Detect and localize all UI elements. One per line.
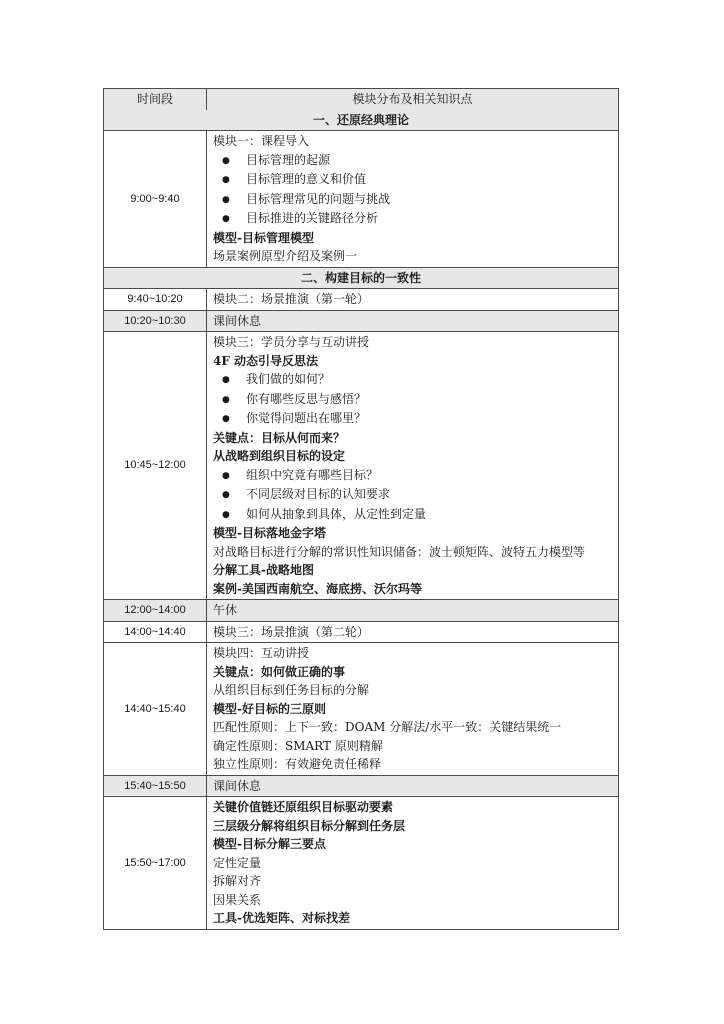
content-cell <box>207 643 618 775</box>
bullet-line: ● 不同层级对目标的认知要求 <box>213 485 612 505</box>
bullet-line: ● 目标管理常见的问题与挑战 <box>213 190 612 210</box>
agenda-line: 场景案例原型介绍及案例一 <box>213 249 358 263</box>
content-cell <box>207 622 618 643</box>
agenda-line: 因果关系 <box>213 892 262 907</box>
content-cell <box>207 131 618 267</box>
bullet-line: ● 你觉得问题出在哪里？ <box>213 409 612 429</box>
bullet-line: ● 如何从抽象到具体，从定性到定量 <box>213 505 612 525</box>
agenda-line: 定性定量 <box>213 855 262 870</box>
time-cell: 10:45~12:00 <box>104 332 207 599</box>
schedule-row <box>104 621 618 643</box>
agenda-line: 案例-美国西南航空、海底捞、沃尔玛等 <box>213 581 422 596</box>
agenda-line: 模块三：场景推演（第二轮） <box>213 624 370 639</box>
section-row <box>104 267 618 289</box>
section-title: 二、构建目标的一致性 <box>300 270 421 285</box>
content-cell <box>207 332 618 599</box>
time-cell: 9:40~10:20 <box>104 289 207 310</box>
agenda-line: 模型-好目标的三原则 <box>213 701 326 716</box>
time-cell: 15:50~17:00 <box>104 797 207 929</box>
header-content-column: 模块分布及相关知识点 <box>352 92 473 106</box>
time-cell: 14:00~14:40 <box>104 622 207 643</box>
content-cell <box>207 776 618 797</box>
time-cell: 14:40~15:40 <box>104 643 207 775</box>
time-cell: 9:00~9:40 <box>104 131 207 267</box>
table-header-row <box>104 89 618 110</box>
schedule-row <box>104 130 618 267</box>
break-row <box>104 599 618 621</box>
agenda-line: 模型-目标落地金字塔 <box>213 526 326 540</box>
agenda-line: 独立性原则：有效避免责任稀释 <box>213 757 382 771</box>
bullet-line: ● 我们做的如何？ <box>213 370 612 390</box>
schedule-table <box>103 88 619 930</box>
agenda-line: 从战略到组织目标的设定 <box>213 449 346 463</box>
agenda-line: 分解工具-战略地图 <box>213 563 314 577</box>
bullet-line: ● 组织中究竟有哪些目标？ <box>213 466 612 486</box>
agenda-line: 4F 动态引导反思法 <box>213 353 319 368</box>
time-cell: 12:00~14:00 <box>104 600 207 621</box>
section-title: 一、还原经典理论 <box>312 112 409 127</box>
agenda-line: 模块三：学员分享与互动讲授 <box>213 335 370 349</box>
agenda-line: 三层级分解将组织目标分解到任务层 <box>213 818 406 833</box>
schedule-row <box>104 642 618 775</box>
break-row <box>104 310 618 332</box>
content-cell <box>207 600 618 621</box>
agenda-line: 午休 <box>213 603 238 617</box>
schedule-row <box>104 796 618 929</box>
agenda-line: 模块一：课程导入 <box>213 134 310 148</box>
content-cell <box>207 311 618 332</box>
agenda-line: 匹配性原则：上下一致：DOAM 分解法/水平一致：关键结果统一 <box>213 720 562 734</box>
schedule-row <box>104 331 618 599</box>
agenda-line: 模块四：互动讲授 <box>213 646 310 660</box>
break-row <box>104 775 618 797</box>
agenda-line: 对战略目标进行分解的常识性知识储备：波士顿矩阵、波特五力模型等 <box>213 544 586 559</box>
bullet-line: ● 目标推进的关键路径分析 <box>213 209 612 229</box>
schedule-row <box>104 288 618 310</box>
header-time-column: 时间段 <box>104 89 207 110</box>
agenda-line: 关键点：目标从何而来？ <box>213 430 346 445</box>
agenda-line: 拆解对齐 <box>213 874 262 888</box>
agenda-line: 模型-目标分解三要点 <box>213 837 326 851</box>
bullet-line: ● 目标管理的意义和价值 <box>213 170 612 190</box>
content-cell <box>207 289 618 310</box>
time-cell: 10:20~10:30 <box>104 311 207 332</box>
agenda-line: 关键点：如何做正确的事 <box>213 664 346 679</box>
agenda-line: 工具-优选矩阵、对标找差 <box>213 911 350 925</box>
agenda-line: 模型-目标管理模型 <box>213 230 314 245</box>
bullet-line: ● 你有哪些反思与感悟？ <box>213 390 612 410</box>
agenda-line: 关键价值链还原组织目标驱动要素 <box>213 800 394 814</box>
agenda-line: 课间休息 <box>213 778 262 793</box>
agenda-line: 确定性原则：SMART 原则精解 <box>213 738 383 753</box>
section-row <box>104 110 618 131</box>
bullet-line: ● 目标管理的起源 <box>213 151 612 171</box>
agenda-line: 模块二：场景推演（第一轮） <box>213 292 370 306</box>
schedule-rows <box>104 110 618 929</box>
agenda-line: 课间休息 <box>213 313 262 328</box>
content-cell <box>207 797 618 929</box>
time-cell: 15:40~15:50 <box>104 776 207 797</box>
agenda-line: 从组织目标到任务目标的分解 <box>213 683 370 697</box>
